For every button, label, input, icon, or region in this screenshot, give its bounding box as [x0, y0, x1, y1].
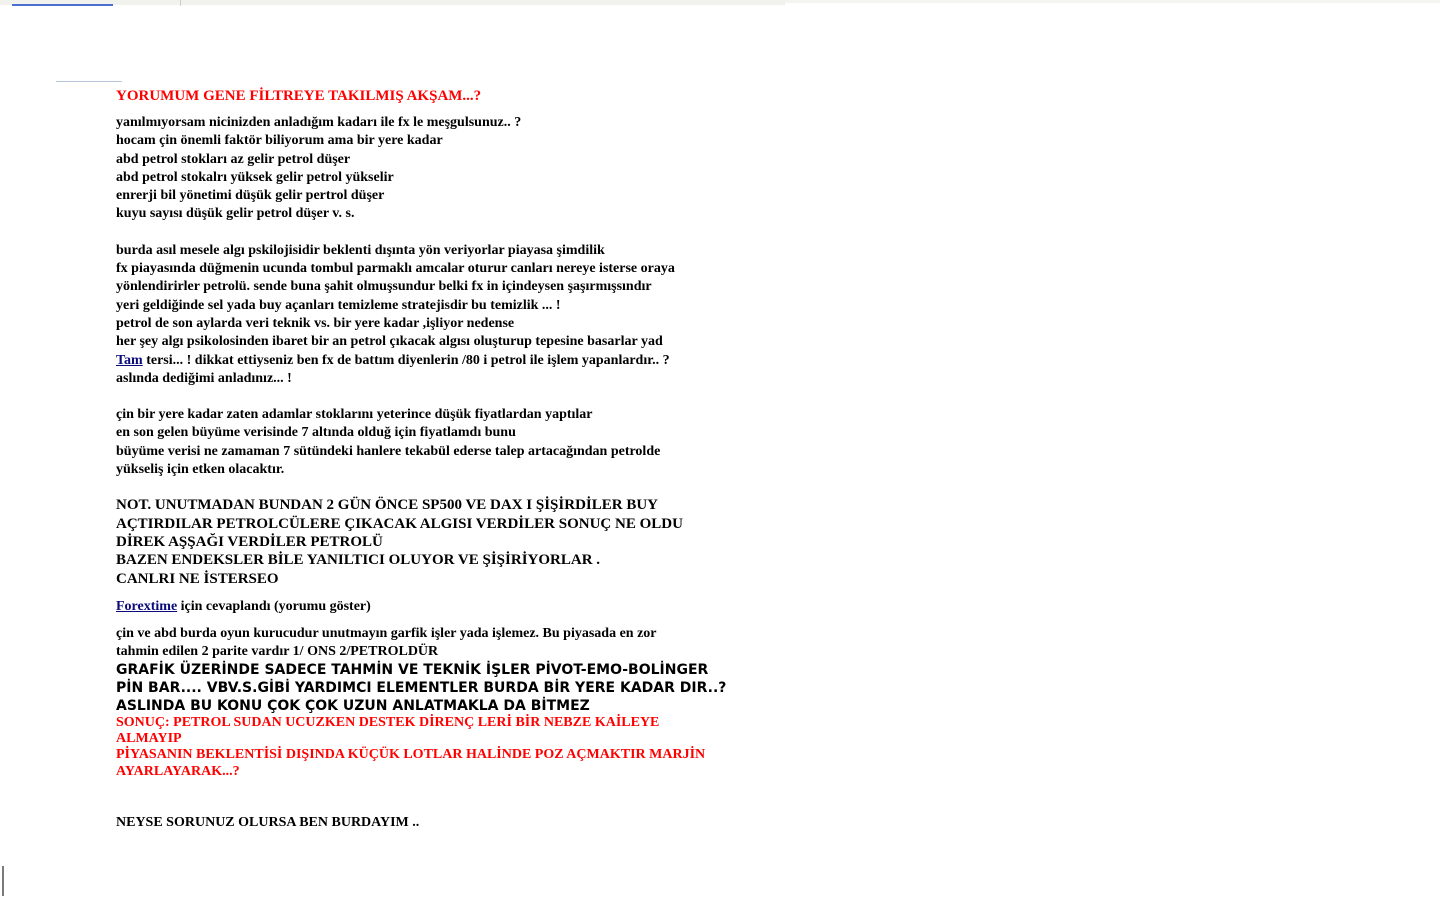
paragraph-line: yanılmıyorsam nicinizden anladığım kadarı ile fx le meşgulsunuz.. ?	[116, 115, 522, 130]
paragraph-line-rest: tersi... ! dikkat ettiyseniz ben fx de battım diyenlerin /80 i petrol ile işlem yapanlardır.. ?	[142, 352, 670, 368]
note-line: AÇTIRDILAR PETROLCÜLERE ÇIKACAK ALGISI VERDİLER SONUÇ NE OLDU	[116, 515, 683, 532]
paragraph-line: her şey algı psikolosinden ibaret bir an petrol çıkacak algısı oluşturup tepesine basarlar yad	[116, 334, 663, 350]
paragraph-line: en son gelen büyüme verisinde 7 altında olduğ için fiyatlamdı bunu	[116, 425, 516, 441]
paragraph-line: kuyu sayısı düşük gelir petrol düşer v. s.	[116, 206, 355, 222]
note-paragraph	[116, 496, 766, 587]
top-frame-corner	[170, 0, 181, 6]
paragraph-line-with-link	[116, 352, 766, 370]
reply-line: tahmin edilen 2 parite vardır 1/ ONS 2/PETROLDÜR	[116, 643, 439, 659]
closing-line: NEYSE SORUNUZ OLURSA BEN BURDAYIM ..	[116, 815, 420, 831]
paragraph-line: çin bir yere kadar zaten adamlar stoklarını yeterince düşük fiyatlardan yaptılar	[116, 407, 593, 423]
paragraph-2	[116, 242, 766, 388]
reply-line: çin ve abd burda oyun kurucudur unutmayın garfik işler yada işlemez. Bu piyasada en zor	[116, 625, 657, 641]
note-line: BAZEN ENDEKSLER BİLE YANILTICI OLUYOR VE ŞİŞİRİYORLAR .	[116, 552, 601, 569]
reply-red-line: AYARLAYARAK...?	[116, 763, 240, 779]
paragraph-line: hocam çin önemli faktör biliyorum ama bir yere kadar	[116, 133, 443, 149]
reply-body	[116, 625, 766, 780]
reply-red-line: ALMAYIP	[116, 731, 182, 747]
comment-body	[116, 87, 766, 832]
paragraph-1	[116, 114, 766, 224]
reply-sans-line: ASLINDA BU KONU ÇOK ÇOK UZUN ANLATMAKLA DA BİTMEZ	[116, 697, 590, 714]
comment-title: YORUMUM GENE FİLTREYE TAKILMIŞ AKŞAM...?	[116, 88, 482, 104]
reply-red-line: SONUÇ: PETROL SUDAN UCUZKEN DESTEK DİRENÇ LERİ BİR NEBZE KAİLEYE	[116, 714, 660, 730]
reply-sans-line: PİN BAR.... VBV.S.GİBİ YARDIMCI ELEMENTLER BURDA BİR YERE KADAR DIR..?	[116, 679, 727, 696]
paragraph-3	[116, 406, 766, 479]
paragraph-line: yeri geldiğinde sel yada buy açanları temizleme stratejisdir bu temizlik ... !	[116, 297, 561, 313]
note-line: DİREK AŞŞAĞI VERDİLER PETROLÜ	[116, 533, 383, 550]
tam-link[interactable]: Tam	[116, 352, 143, 368]
top-frame-strip-right	[785, 0, 1440, 3]
top-frame-strip	[0, 0, 785, 5]
paragraph-line: burda asıl mesele algı pskilojisidir beklenti dışınta yön veriyorlar piayasa şimdilik	[116, 242, 605, 258]
paragraph-line: yönlendirirler petrolü. sende buna şahit olmuşsundur belki fx in içindeysen şaşırmışsındır	[116, 279, 652, 295]
paragraph-line: aslında dediğimi anladınız... !	[116, 370, 292, 386]
reply-red-line: PİYASANIN BEKLENTİSİ DIŞINDA KÜÇÜK LOTLAR HALİNDE POZ AÇMAKTIR MARJİN	[116, 747, 706, 763]
reply-user-link[interactable]: Forextime	[116, 598, 178, 614]
paragraph-line: büyüme verisi ne zamaman 7 sütündeki hanlere tekabül ederse talep artacağından petrolde	[116, 443, 661, 459]
paragraph-line: abd petrol stokları az gelir petrol düşer	[116, 151, 351, 167]
top-link-underline[interactable]	[12, 4, 113, 6]
paragraph-line: fx piayasında düğmenin ucunda tombul parmaklı amcalar oturur canları nereye isterse oraya	[116, 261, 675, 277]
note-line: CANLRI NE İSTERSEO	[116, 570, 279, 587]
paragraph-line: yükseliş için etken olacaktır.	[116, 462, 285, 478]
reply-sans-line: GRAFİK ÜZERİNDE SADECE TAHMİN VE TEKNİK İŞLER PİVOT-EMO-BOLİNGER	[116, 661, 709, 678]
paragraph-line: petrol de son aylarda veri teknik vs. bir yere kadar ,işliyor nedense	[116, 315, 515, 331]
section-divider	[56, 81, 122, 82]
paragraph-line: enrerji bil yönetimi düşük gelir pertrol düşer	[116, 188, 385, 204]
note-line: NOT. UNUTMADAN BUNDAN 2 GÜN ÖNCE SP500 VE DAX I ŞİŞİRDİLER BUY	[116, 497, 658, 514]
paragraph-line: abd petrol stokalrı yüksek gelir petrol yükselir	[116, 169, 394, 185]
reply-header	[116, 598, 766, 616]
reply-header-text: için cevaplandı (yorumu göster)	[177, 598, 371, 614]
text-cursor-mark	[2, 866, 4, 896]
